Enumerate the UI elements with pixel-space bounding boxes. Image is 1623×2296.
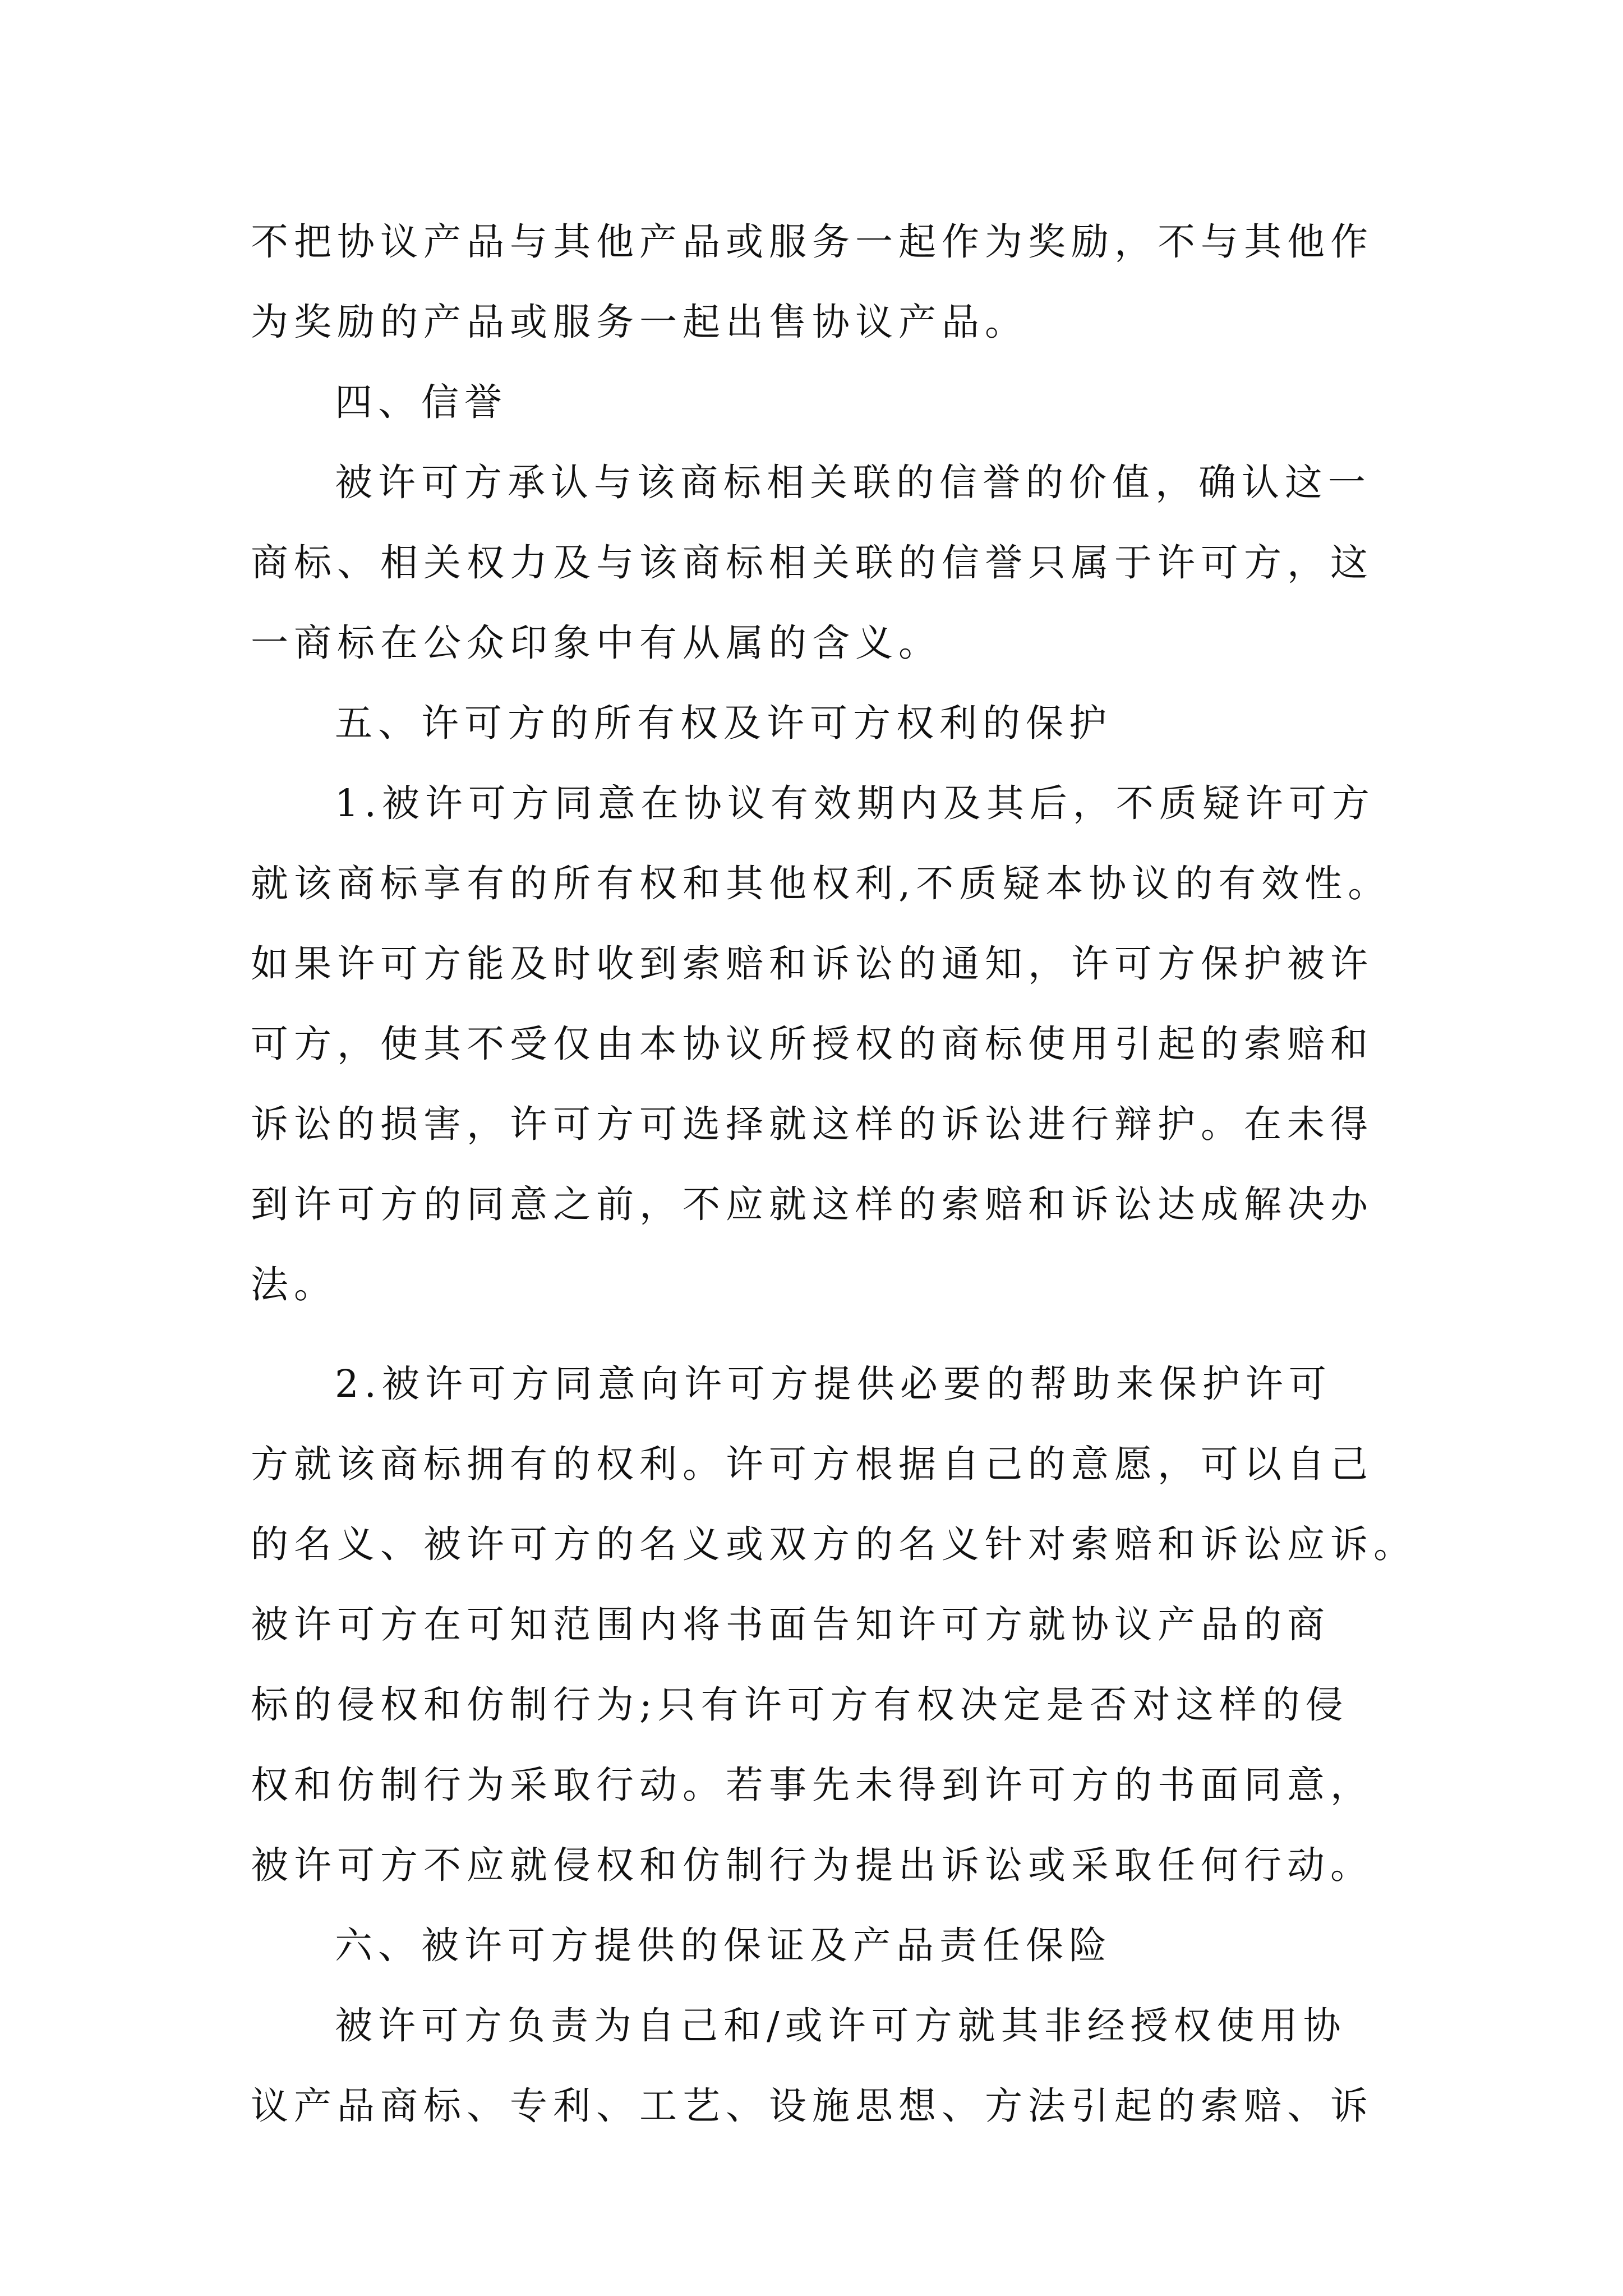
section-heading: 五、许可方的所有权及许可方权利的保护 <box>335 701 1112 745</box>
text-line: 就该商标享有的所有权和其他权利,不质疑本协议的有效性。 <box>251 862 1391 905</box>
section-heading: 四、信誉 <box>335 380 508 424</box>
paragraph-first-line: 2.被许可方同意向许可方提供必要的帮助来保护许可 <box>335 1362 1332 1406</box>
document-body <box>251 202 1417 2146</box>
text-line: 一商标在公众印象中有从属的含义。 <box>251 621 942 665</box>
text-line: 商标、相关权力及与该商标相关联的信誉只属于许可方，这 <box>251 541 1373 585</box>
text-line: 可方，使其不受仅由本协议所授权的商标使用引起的索赔和 <box>251 1022 1373 1066</box>
text-line: 到许可方的同意之前，不应就这样的索赔和诉讼达成解决办 <box>251 1182 1373 1226</box>
paragraph-first-line: 被许可方承认与该商标相关联的信誉的价值，确认这一 <box>335 461 1371 504</box>
text-line: 被许可方在可知范围内将书面告知许可方就协议产品的商 <box>251 1603 1330 1646</box>
paragraph-first-line: 被许可方负责为自己和/或许可方就其非经授权使用协 <box>335 2004 1347 2047</box>
paragraph-first-line: 1.被许可方同意在协议有效期内及其后，不质疑许可方 <box>335 781 1375 825</box>
text-line: 的名义、被许可方的名义或双方的名义针对索赔和诉讼应诉。 <box>251 1522 1417 1566</box>
text-line: 被许可方不应就侵权和仿制行为提出诉讼或采取任何行动。 <box>251 1843 1373 1887</box>
text-line: 方就该商标拥有的权利。许可方根据自己的意愿，可以自己 <box>251 1442 1373 1486</box>
text-line: 标的侵权和仿制行为;只有许可方有权决定是否对这样的侵 <box>251 1683 1349 1727</box>
text-line: 法。 <box>251 1263 337 1306</box>
text-line: 议产品商标、专利、工艺、设施思想、方法引起的索赔、诉 <box>251 2084 1373 2128</box>
text-line: 权和仿制行为采取行动。若事先未得到许可方的书面同意， <box>251 1763 1373 1807</box>
text-line: 为奖励的产品或服务一起出售协议产品。 <box>251 300 1028 344</box>
text-line: 如果许可方能及时收到索赔和诉讼的通知，许可方保护被许 <box>251 942 1373 986</box>
section-heading: 六、被许可方提供的保证及产品责任保险 <box>335 1924 1112 1967</box>
text-line: 诉讼的损害，许可方可选择就这样的诉讼进行辩护。在未得 <box>251 1102 1373 1146</box>
text-line: 不把协议产品与其他产品或服务一起作为奖励，不与其他作 <box>251 220 1373 264</box>
